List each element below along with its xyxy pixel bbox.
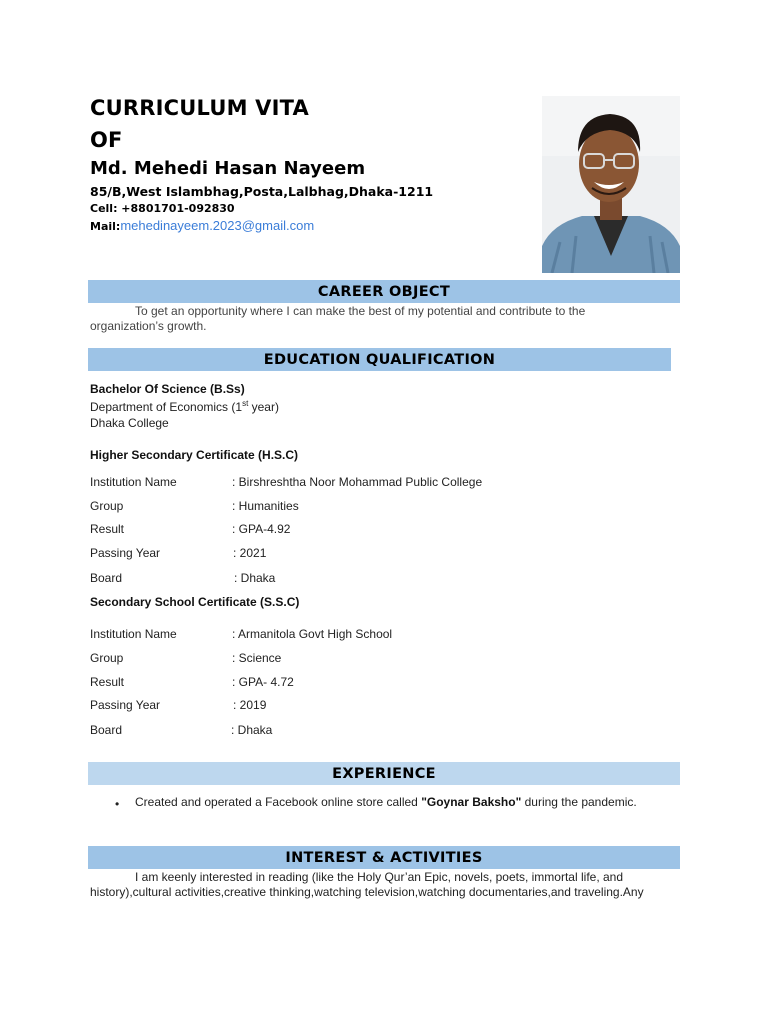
- mail-label: Mail:: [90, 220, 121, 233]
- career-text-line1: To get an opportunity where I can make the best of my potential and contribute to the: [135, 304, 586, 318]
- hsc-key: Board: [90, 571, 123, 585]
- interest-text-line2: history),cultural activities,creative thinking,watching television,watching documentaries,and traveling.Any: [90, 885, 644, 899]
- bachelor-dept-sup: st: [242, 399, 249, 408]
- bachelor-college: Dhaka College: [90, 416, 169, 430]
- cv-title-of: OF: [90, 128, 123, 152]
- ssc-key: Passing Year: [90, 698, 161, 712]
- profile-photo: [542, 96, 680, 273]
- candidate-name: Md. Mehedi Hasan Nayeem: [90, 158, 366, 179]
- ssc-value: : Armanitola Govt High School: [232, 627, 393, 641]
- bachelor-title: Bachelor Of Science (B.Ss): [90, 382, 245, 396]
- ssc-value: : Science: [232, 651, 282, 665]
- experience-post: during the pandemic.: [521, 795, 637, 809]
- ssc-key: Institution Name: [90, 627, 177, 641]
- hsc-key: Group: [90, 499, 124, 513]
- career-text-line2: organization’s growth.: [90, 319, 207, 333]
- ssc-title: Secondary School Certificate (S.S.C): [90, 595, 300, 609]
- section-education: EDUCATION QUALIFICATION: [88, 348, 671, 371]
- hsc-key: Result: [90, 522, 125, 536]
- section-experience: EXPERIENCE: [88, 762, 680, 785]
- hsc-key: Institution Name: [90, 475, 177, 489]
- experience-pre: Created and operated a Facebook online store called: [135, 795, 422, 809]
- hsc-value: : Dhaka: [234, 571, 276, 585]
- bachelor-dept-post: year): [248, 400, 279, 414]
- bullet-icon: •: [115, 797, 120, 811]
- email-link[interactable]: mehedinayeem.2023@gmail.com: [120, 218, 315, 233]
- section-career-object: CAREER OBJECT: [88, 280, 680, 303]
- ssc-key: Group: [90, 651, 124, 665]
- hsc-value: : Humanities: [232, 499, 299, 513]
- career-text: [90, 304, 680, 334]
- cell-number: Cell: +8801701-092830: [90, 202, 235, 215]
- hsc-title: Higher Secondary Certificate (H.S.C): [90, 448, 299, 462]
- ssc-value: : Dhaka: [231, 723, 273, 737]
- experience-item: [135, 795, 637, 809]
- ssc-key: Result: [90, 675, 125, 689]
- interest-text: [90, 870, 680, 900]
- experience-store-name: "Goynar Baksho": [421, 795, 522, 809]
- ssc-value: : 2019: [233, 698, 267, 712]
- ssc-value: : GPA- 4.72: [232, 675, 294, 689]
- ssc-key: Board: [90, 723, 123, 737]
- section-interest: INTEREST & ACTIVITIES: [88, 846, 680, 869]
- interest-text-line1: I am keenly interested in reading (like the Holy Qur’an Epic, novels, poets, immortal life, and: [135, 870, 624, 884]
- bachelor-dept: [90, 399, 279, 414]
- address: 85/B,West Islambhag,Posta,Lalbhag,Dhaka-1211: [90, 184, 434, 199]
- hsc-value: : 2021: [233, 546, 267, 560]
- hsc-value: : Birshreshtha Noor Mohammad Public College: [232, 475, 483, 489]
- hsc-value: : GPA-4.92: [232, 522, 291, 536]
- bachelor-dept-pre: Department of Economics (1: [90, 400, 243, 414]
- hsc-key: Passing Year: [90, 546, 161, 560]
- cv-title: CURRICULUM VITA: [90, 96, 309, 120]
- mail-line: [90, 218, 314, 233]
